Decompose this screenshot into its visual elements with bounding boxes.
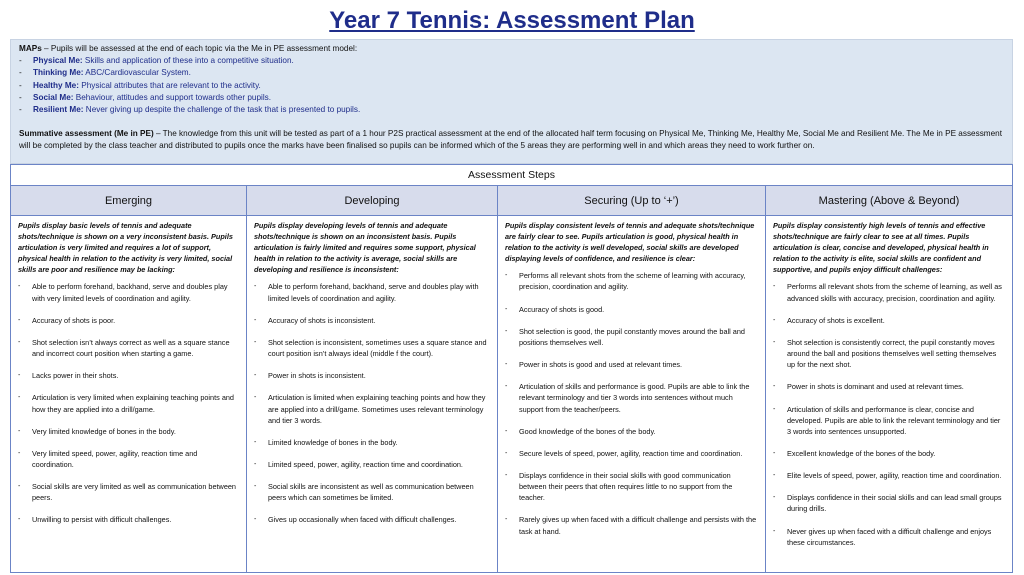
column-body [498,216,765,572]
criteria-item [505,426,758,437]
me-item-label: Thinking Me: [33,68,84,78]
criteria-item [505,514,758,536]
bullet-dash: - [505,383,508,391]
bullet-dash: - [773,472,776,480]
criteria-text: Power in shots is dominant and used at relevant times. [787,382,964,392]
me-item-label: Social Me: [33,92,74,102]
bullet-dash: - [254,394,257,402]
summative-label: Summative assessment (Me in PE) [19,129,154,139]
criteria-item [773,404,1005,437]
criteria-item [18,426,239,437]
column-body [766,216,1012,572]
me-item-desc: ABC/Cardiovascular System. [83,68,191,78]
criteria-text: Shot selection is good, the pupil constantly moves around the ball and positions themselves well. [519,326,745,347]
me-item-text [33,67,191,79]
criteria-item [18,392,239,414]
criteria-item [18,514,239,525]
criteria-item [505,326,758,348]
maps-info-box [10,39,1013,164]
criteria-text: Articulation is limited when explaining teaching points and how they are applied into a drill/game. Sometimes uses relevant terminology and tier 3 words. [268,393,486,425]
maps-lead: MAPs [19,44,42,53]
bullet-dash: - [773,405,776,413]
me-list [19,55,1004,116]
criteria-item [254,392,490,425]
column-header-emerging: Emerging [11,186,246,216]
column-developing [247,186,498,572]
criteria-text: Good knowledge of the bones of the body. [519,426,656,436]
maps-intro-text: – Pupils will be assessed at the end of each topic via the Me in PE assessment model: [41,44,358,53]
me-item-text [33,104,360,116]
column-intro: Pupils display basic levels of tennis and adequate shots/technique is shown on a very inconsistent basis. Pupils articulation is very limited and requires a lot of support, physical health in relation to the activity is very limited, social skills are poor and resilience may be lacking: [18,221,233,275]
criteria-item [18,337,239,359]
column-header-mastering: Mastering (Above & Beyond) [766,186,1012,216]
column-intro: Pupils display consistent levels of tennis and adequate shots/technique are fairly clear to see. Pupils articulation is good, physical health in relation to the activity is well developed, social skills are developed displaying levels of confidence, and resilience is clear: [505,221,755,264]
maps-intro [19,43,1004,55]
criteria-text: Very limited speed, power, agility, reaction time and coordination. [32,448,198,469]
criteria-text: Performs all relevant shots from the scheme of learning with accuracy, precision, coordination and agility. [519,271,746,292]
criteria-item [254,437,490,448]
bullet-dash: - [773,527,776,535]
me-item-desc: Never giving up despite the challenge of the task that is presented to pupils. [83,105,361,115]
criteria-item [773,470,1005,481]
criteria-text: Shot selection is inconsistent, sometimes uses a square stance and court position isn’t always ideal (middle f the court). [268,337,487,359]
column-header-developing: Developing [247,186,497,216]
criteria-item [773,281,1005,303]
criteria-text: Power in shots is good and used at relevant times. [519,360,683,370]
criteria-item [18,481,239,503]
me-item-text [33,92,271,104]
bullet-dash: - [18,449,21,457]
criteria-item [773,492,1005,514]
me-list-item [19,67,1004,79]
criteria-item [505,381,758,414]
criteria-text: Displays confidence in their social skills with good communication between their peers that often requires little to no support from the teacher. [519,471,733,503]
column-body [11,216,246,572]
criteria-text: Limited knowledge of bones in the body. [268,437,398,447]
bullet-dash: - [254,316,257,324]
column-securing [498,186,766,572]
bullet-dash: - [773,316,776,324]
bullet-dash: - [19,56,22,66]
criteria-text: Elite levels of speed, power, agility, reaction time and coordination. [787,471,1002,481]
bullet-dash: - [505,472,508,480]
criteria-text: Lacks power in their shots. [32,371,119,381]
bullet-dash: - [18,516,21,524]
criteria-item [254,481,490,503]
criteria-text: Secure levels of speed, power, agility, reaction time and coordination. [519,448,743,458]
me-item-label: Physical Me: [33,56,83,66]
bullet-dash: - [254,283,257,291]
column-intro: Pupils display developing levels of tennis and adequate shots/technique is shown on an inconsistent basis. Pupils articulation is fairly limited and requires some support, physical health in relation to the activity is average, social skills are developing and resilience is inconsistent: [254,221,476,275]
bullet-dash: - [19,80,22,90]
criteria-text: Performs all relevant shots from the scheme of learning, as well as advanced skills with accuracy, precision, coordination and agility. [787,282,1002,303]
criteria-item [773,526,1005,548]
bullet-dash: - [18,338,21,346]
me-item-text [33,55,294,67]
criteria-text: Shot selection is consistently correct, the pupil constantly moves around the ball and positions themselves well setting themselves up for the next shot. [787,337,997,370]
criteria-text: Accuracy of shots is excellent. [787,315,885,325]
criteria-item [773,315,1005,326]
criteria-text: Very limited knowledge of bones in the body. [32,426,176,436]
bullet-dash: - [505,272,508,280]
criteria-item [254,370,490,381]
me-item-text [33,80,261,92]
criteria-item [505,304,758,315]
criteria-item [254,281,490,303]
criteria-item [505,270,758,292]
bullet-dash: - [505,449,508,457]
criteria-item [254,514,490,525]
assessment-steps-header: Assessment Steps [11,165,1012,186]
me-list-item [19,55,1004,67]
criteria-text: Never gives up when faced with a difficult challenge and enjoys these circumstances. [787,526,992,547]
bullet-dash: - [18,483,21,491]
criteria-text: Articulation of skills and performance is good. Pupils are able to link the relevant terminology and tier 3 words into sentences without much support from the teacher/peers. [519,382,750,414]
bullet-dash: - [18,394,21,402]
criteria-text: Gives up occasionally when faced with difficult challenges. [268,515,457,525]
bullet-dash: - [505,516,508,524]
me-item-desc: Physical attributes that are relevant to the activity. [78,80,261,90]
criteria-item [505,448,758,459]
bullet-dash: - [254,483,257,491]
column-header-securing: Securing (Up to ‘+’) [498,186,765,216]
bullet-dash: - [773,449,776,457]
bullet-dash: - [18,283,21,291]
assessment-steps-table [10,164,1013,573]
criteria-item [254,459,490,470]
criteria-text: Power in shots is inconsistent. [268,371,366,381]
criteria-item [773,337,1005,370]
me-list-item [19,92,1004,104]
me-item-label: Healthy Me: [33,80,79,90]
bullet-dash: - [773,383,776,391]
bullet-dash: - [254,516,257,524]
column-mastering [766,186,1012,572]
bullet-dash: - [505,327,508,335]
bullet-dash: - [505,361,508,369]
summative-paragraph [19,128,1004,152]
criteria-item [505,359,758,370]
column-body [247,216,497,572]
bullet-dash: - [18,316,21,324]
criteria-item [18,281,239,303]
bullet-dash: - [505,305,508,313]
criteria-text: Social skills are inconsistent as well as communication between peers which can sometimes be limited. [268,482,474,503]
me-item-desc: Behaviour, attitudes and support towards other pupils. [73,92,272,102]
bullet-dash: - [773,338,776,346]
criteria-text: Limited speed, power, agility, reaction time and coordination. [268,459,463,469]
page-title: Year 7 Tennis: Assessment Plan [329,7,695,34]
criteria-text: Rarely gives up when faced with a difficult challenge and persists with the task at hand. [519,515,757,536]
bullet-dash: - [773,494,776,502]
bullet-dash: - [19,68,22,78]
criteria-text: Able to perform forehand, backhand, serve and doubles play with limited levels of coordination and agility. [268,282,479,303]
criteria-text: Excellent knowledge of the bones of the body. [787,448,936,458]
criteria-text: Accuracy of shots is inconsistent. [268,315,376,325]
me-item-desc: Skills and application of these into a competitive situation. [82,56,294,66]
criteria-text: Articulation is very limited when explaining teaching points and how they are applied into a drill/game. [32,393,234,414]
criteria-item [18,370,239,381]
bullet-dash: - [18,372,21,380]
column-intro: Pupils display consistently high levels of tennis and effective shots/technique are fairly clear to see at all times. Pupils articulation is clear, concise and developed, physical health in relation to the activity is elite, social skills are confident and supportive, and pupils enjoy difficult challenges: [773,221,989,275]
bullet-dash: - [254,438,257,446]
assessment-columns [11,186,1012,572]
bullet-dash: - [773,283,776,291]
me-list-item [19,104,1004,116]
criteria-item [773,448,1005,459]
criteria-text: Social skills are very limited as well as communication between peers. [32,482,236,503]
bullet-dash: - [19,92,22,102]
me-list-item [19,80,1004,92]
criteria-item [254,337,490,359]
me-item-label: Resilient Me: [33,105,84,115]
bullet-dash: - [19,105,22,115]
criteria-text: Articulation of skills and performance is clear, concise and developed. Pupils are able to link the relevant terminology and tier 3 words into sentences unsupported. [787,404,1001,436]
criteria-text: Shot selection isn’t always correct as well as a square stance and incorrect court position when starting a game. [32,337,230,359]
summative-text: – The knowledge from this unit will be tested as part of a 1 hour P2S practical assessment at the end of the allocated half term focusing on Physical Me, Thinking Me, Healthy Me, Social Me and Resilient Me. The Me in PE assessment will be completed by the class teacher and distributed to pupils once the marks have been finalised so pupils can be informed which of the 5 areas they are performing well in and which areas they need to work further on. [19,129,1002,151]
criteria-item [18,448,239,470]
criteria-item [773,381,1005,392]
column-emerging [11,186,247,572]
criteria-text: Accuracy of shots is good. [519,304,605,314]
bullet-dash: - [254,372,257,380]
bullet-dash: - [254,460,257,468]
criteria-item [18,315,239,326]
bullet-dash: - [18,427,21,435]
criteria-item [505,470,758,503]
bullet-dash: - [254,338,257,346]
criteria-text: Able to perform forehand, backhand, serve and doubles play with very limited levels of coordination and agility. [32,282,228,303]
bullet-dash: - [505,427,508,435]
criteria-text: Accuracy of shots is poor. [32,315,116,325]
criteria-item [254,315,490,326]
criteria-text: Unwilling to persist with difficult challenges. [32,515,172,525]
criteria-text: Displays confidence in their social skills and can lead small groups during drills. [787,493,1002,514]
